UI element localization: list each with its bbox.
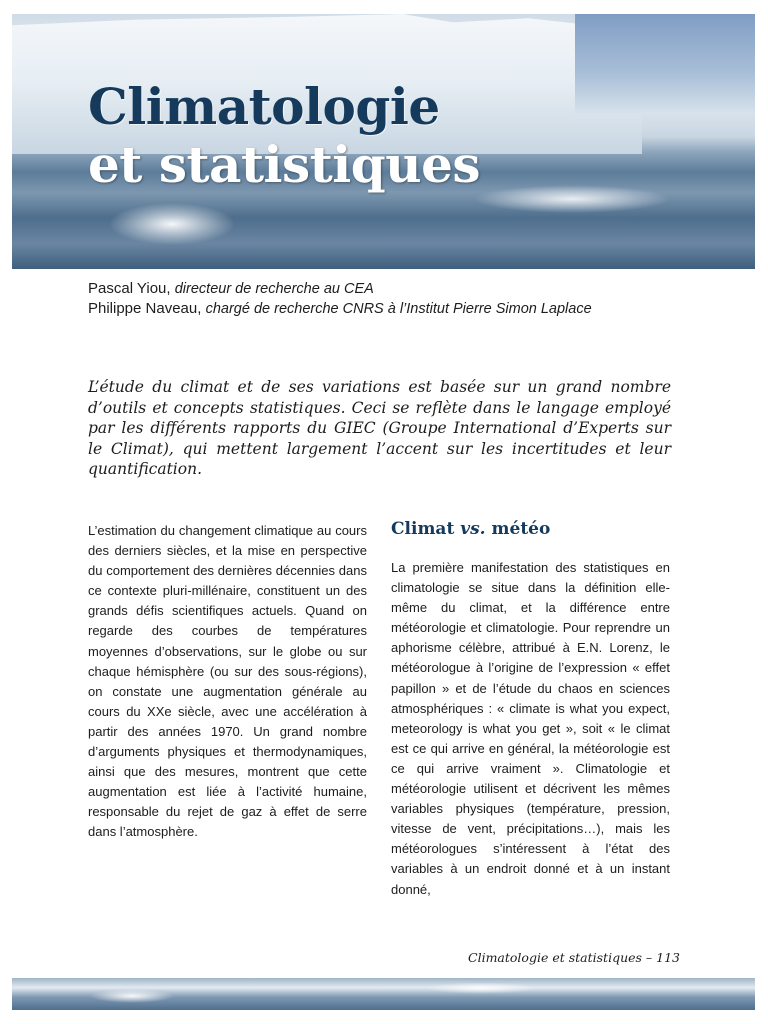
title-line-2: et statistiques — [88, 135, 481, 194]
footer-image-strip — [12, 978, 755, 1010]
author-name: Pascal Yiou, — [88, 280, 171, 297]
author-name: Philippe Naveau, — [88, 300, 202, 317]
heading-part: météo — [485, 519, 551, 539]
right-column — [391, 518, 670, 900]
left-column — [88, 521, 367, 843]
author-line — [88, 299, 728, 319]
body-paragraph: La première manifestation des statistiques en climatologie se situe dans la définition elle-même du climat, et la différence entre météorologie et climatologie. Pour reprendre un aphorisme célèbre, attribué à E.N. Lorenz, le météorologue à l’origine de l’expression « effet papillon » et de l’étude du chaos en sciences atmosphériques : « climate is what you expect, meteorology is what you get », soit « le climat est ce qui arrive en général, la météorologie est ce qui arrive vraiment ». Climatologie et météorologie utilisent et décrivent les mêmes variables physiques (température, pression, vitesse de vent, précipitations…), mais les météorologues s’intéressent à l’état des variables à un endroit donné et à un instant donné, — [391, 560, 670, 897]
title-line-1: Climatologie — [88, 77, 440, 136]
running-footer: Climatologie et statistiques – 113 — [468, 950, 680, 965]
header-banner-image — [12, 14, 755, 269]
page-title — [88, 78, 480, 194]
heading-vs: vs. — [460, 519, 486, 539]
author-role: directeur de recherche au CEA — [174, 281, 374, 297]
abstract-text: L’étude du climat et de ses variations est basée sur un grand nombre d’outils et concepts statistiques. Ceci se reflète dans le langage employé par les différents rapports du GIEC (Groupe International d’Experts sur le Climat), qui mettent largement l’accent sur les incertitudes et leur quantification. — [88, 378, 671, 478]
section-heading — [391, 518, 670, 540]
heading-part: Climat — [391, 519, 461, 539]
body-paragraph: L’estimation du changement climatique au cours des derniers siècles, et la mise en perspective du comportement des dernières décennies dans ce contexte pluri-millénaire, constituent un des grands défis scientifiques actuels. Quand on regarde des courbes de températures moyennes d’observations, sur le globe ou sur chaque hémisphère (ou sur des sous-régions), on constate une augmentation générale au cours du XXe siècle, avec une accélération à partir des années 1970. Un grand nombre d’arguments physiques et thermodynamiques, ainsi que des mesures, montrent que cette augmentation est liée à l’activité humaine, responsable du rejet de gaz à effet de serre dans l’atmosphère. — [88, 523, 367, 840]
sky-area — [575, 14, 755, 114]
author-block — [88, 279, 728, 319]
author-line — [88, 279, 728, 299]
author-role: chargé de recherche CNRS à l’Institut Pierre Simon Laplace — [205, 301, 592, 317]
